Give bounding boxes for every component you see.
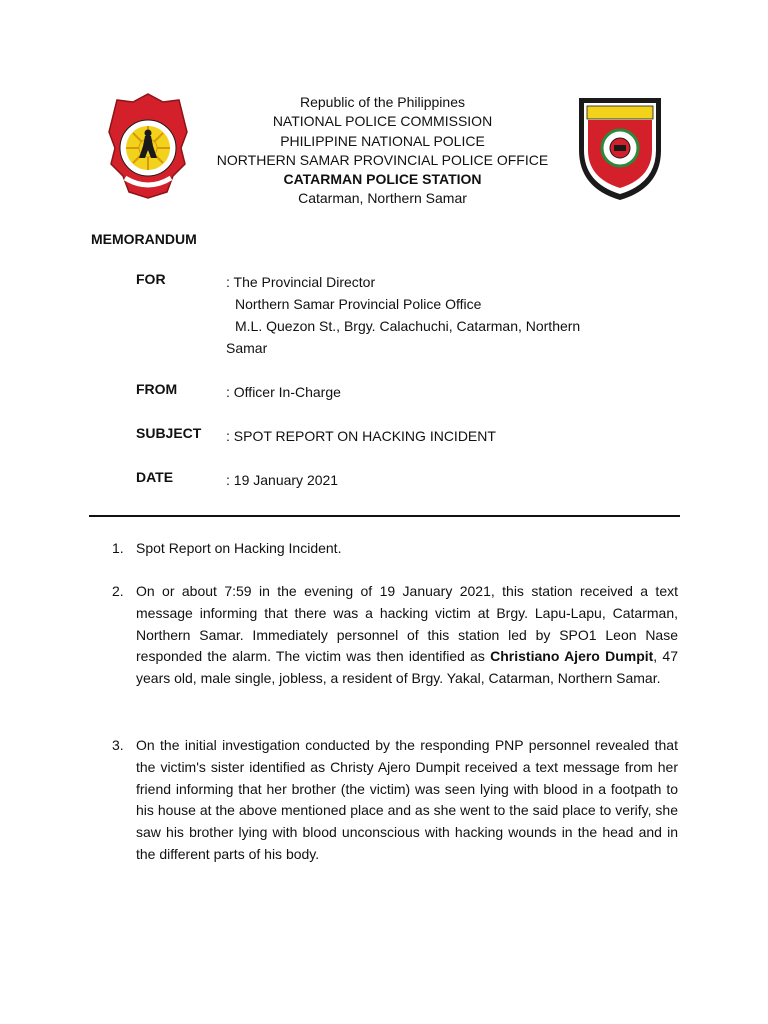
for-label: FOR bbox=[136, 271, 166, 287]
header-republic: Republic of the Philippines bbox=[300, 94, 465, 110]
northern-samar-ppo-logo bbox=[575, 92, 665, 204]
date-value: : 19 January 2021 bbox=[226, 472, 339, 488]
memo-title: MEMORANDUM bbox=[91, 231, 197, 247]
header-station: CATARMAN POLICE STATION bbox=[283, 171, 482, 188]
paragraph-3-text: On the initial investigation conducted by the responding PNP personnel revealed that the victim's sister identified as Christy Ajero Dumpit received a text message from her friend informing that her brother (the victim) was seen lying with blood in a footpath to his house at the above mentioned place and as she went to the said place to verify, she saw his brother lying with blood unconscious with hacking wounds in the head and in the different parts of his body. bbox=[136, 737, 678, 862]
from-label: FROM bbox=[136, 381, 178, 397]
paragraph-2-number: 2. bbox=[112, 583, 124, 599]
subject-label: SUBJECT bbox=[136, 425, 202, 441]
paragraph-2-text bbox=[136, 581, 678, 690]
for-line-3: M.L. Quezon St., Brgy. Calachuchi, Catarman, Northern bbox=[235, 318, 581, 334]
subject-value: : SPOT REPORT ON HACKING INCIDENT bbox=[226, 428, 496, 444]
header-location: Catarman, Northern Samar bbox=[298, 190, 467, 207]
for-value bbox=[226, 271, 646, 359]
paragraph-3-number: 3. bbox=[112, 737, 124, 753]
for-line-1: : The Provincial Director bbox=[226, 274, 376, 290]
header-divider bbox=[89, 515, 680, 517]
for-line-2: Northern Samar Provincial Police Office bbox=[235, 296, 482, 312]
header-provincial-office: NORTHERN SAMAR PROVINCIAL POLICE OFFICE bbox=[216, 151, 549, 168]
paragraph-1-text: Spot Report on Hacking Incident. bbox=[136, 540, 342, 556]
paragraph-2-part-b: , 47 years old, male single, jobless, a resident of Brgy. Yakal, Catarman, Northern Samar. bbox=[136, 648, 678, 687]
date-label: DATE bbox=[136, 469, 174, 485]
victim-name: Christiano Ajero Dumpit bbox=[490, 648, 654, 665]
letterhead bbox=[190, 93, 575, 209]
from-value: : Officer In-Charge bbox=[226, 384, 341, 400]
for-line-4: Samar bbox=[226, 340, 268, 356]
header-pnp: PHILIPPINE NATIONAL POLICE bbox=[280, 132, 485, 149]
header-napolcom: NATIONAL POLICE COMMISSION bbox=[272, 113, 493, 130]
pnp-seal-logo bbox=[107, 92, 189, 204]
paragraph-1-number: 1. bbox=[112, 540, 124, 556]
paragraph-2-part-a: On or about 7:59 in the evening of 19 January 2021, this station received a text message informing that there was a hacking victim at Brgy. Lapu-Lapu, Catarman, Northern Samar. Immediately personnel of this station led by SPO1 Leon Nase responded the alarm. The victim was then identified as bbox=[136, 583, 678, 665]
